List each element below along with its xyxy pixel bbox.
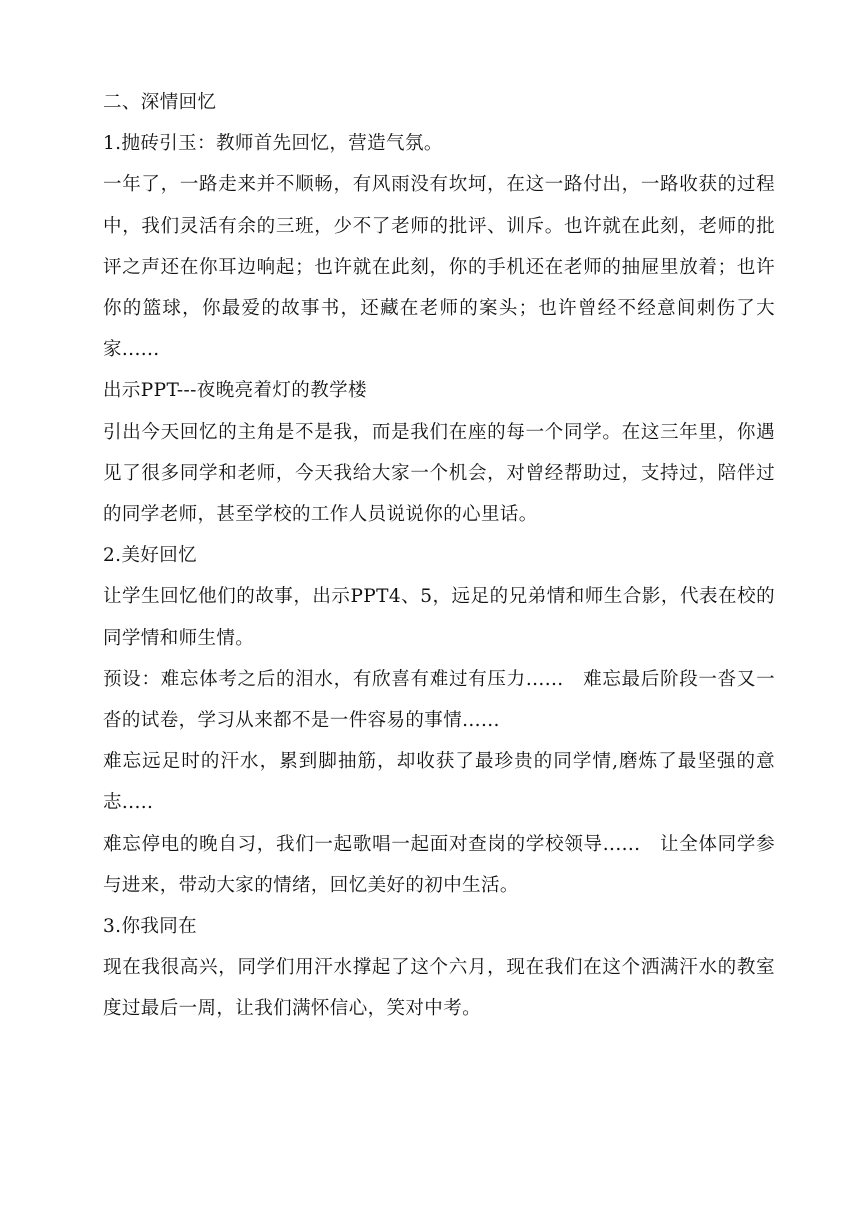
subheading-1: 1.抛砖引玉：教师首先回忆，营造气氛。: [103, 133, 443, 155]
paragraph: 难忘远足时的汗水，累到脚抽筋，却收获了最珍贵的同学情,磨炼了最坚强的意志.....: [103, 751, 775, 814]
paragraph: 引出今天回忆的主角是不是我，而是我们在座的每一个同学。在这三年里，你遇见了很多同学和老师，今天我给大家一个机会，对曾经帮助过，支持过，陪伴过的同学老师，甚至学校的工作人员说说你的心里话。: [103, 421, 775, 526]
subheading-3: 3.你我同在: [103, 916, 198, 938]
document-page: [103, 82, 775, 1030]
paragraph: 预设：难忘体考之后的泪水，有欣喜有难过有压力...... 难忘最后阶段一沓又一沓的试卷，学习从来都不是一件容易的事情......: [103, 668, 775, 732]
paragraph: 让学生回忆他们的故事，出示PPT4、5，远足的兄弟情和师生合影，代表在校的同学情和师生情。: [103, 586, 775, 649]
subheading-2: 2.美好回忆: [103, 545, 198, 567]
section-title: 二、深情回忆: [103, 92, 217, 113]
paragraph: 出示PPT---夜晚亮着灯的教学楼: [103, 380, 367, 402]
paragraph: 现在我很高兴，同学们用汗水撑起了这个六月，现在我们在这个洒满汗水的教室度过最后一周，让我们满怀信心，笑对中考。: [103, 957, 775, 1020]
paragraph: 一年了，一路走来并不顺畅，有风雨没有坎坷，在这一路付出，一路收获的过程中，我们灵活有余的三班，少不了老师的批评、训斥。也许就在此刻，老师的批评之声还在你耳边响起；也许就在此刻，你的手机还在老师的抽屉里放着；也许你的篮球，你最爱的故事书，还藏在老师的案头；也许曾经不经意间刺伤了大家......: [103, 174, 775, 361]
paragraph: 难忘停电的晚自习，我们一起歌唱一起面对查岗的学校领导...... 让全体同学参与进来，带动大家的情绪，回忆美好的初中生活。: [103, 833, 775, 896]
